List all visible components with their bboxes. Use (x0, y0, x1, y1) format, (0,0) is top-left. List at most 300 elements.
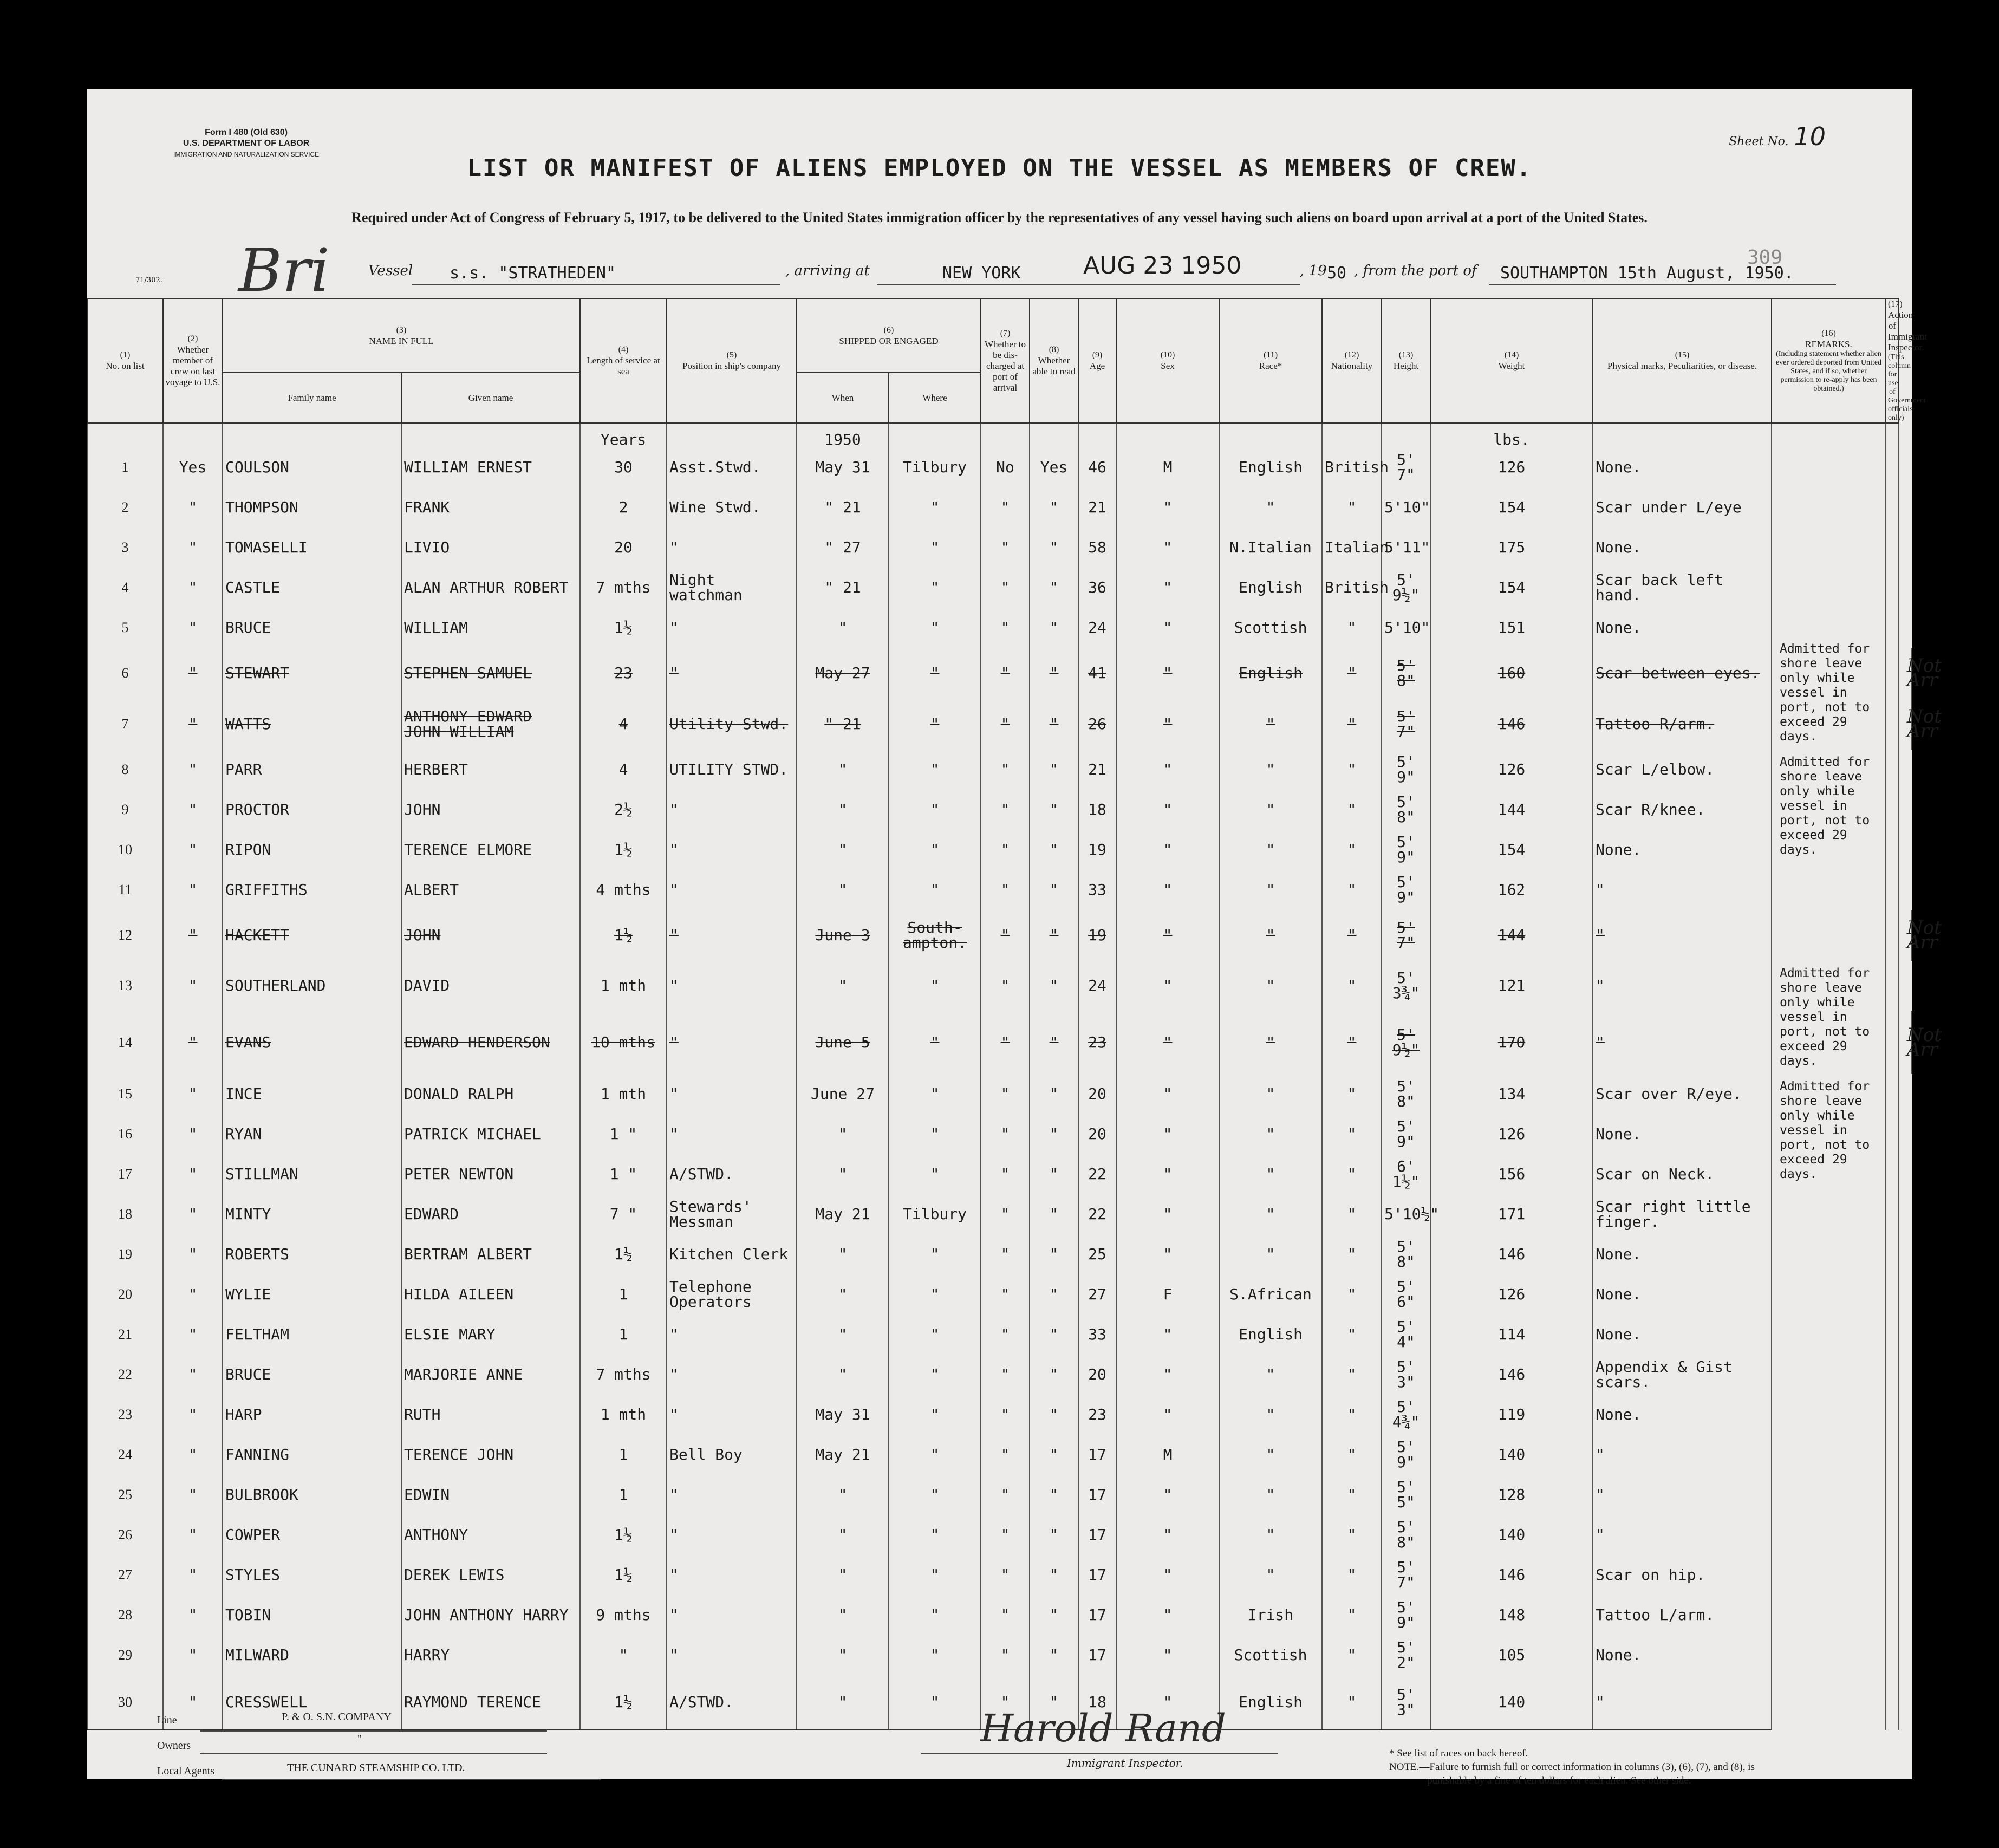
cell-voyage: " (163, 830, 223, 870)
cell-height: 5' 8" (1382, 1234, 1430, 1274)
cell-voyage: " (163, 1595, 223, 1635)
cell-age: 33 (1078, 870, 1116, 910)
cell-nationality: " (1322, 487, 1382, 528)
cell-service: 7 " (580, 1194, 667, 1234)
cell-family: HARP (223, 1395, 401, 1435)
cell-marks: " (1593, 1675, 1772, 1730)
cell-discharged: " (981, 1154, 1030, 1194)
cell-position: Bell Boy (667, 1435, 797, 1475)
cell-weight: 126 (1430, 750, 1593, 790)
cell-given: WILLIAM (401, 608, 580, 648)
cell-sex: " (1116, 528, 1219, 568)
cell-marks: " (1593, 1515, 1772, 1555)
cell-when: May 31 (797, 1395, 889, 1435)
cell-service: 4 (580, 699, 667, 750)
cell-height: 5' 9" (1382, 1595, 1430, 1635)
cell-when: June 5 (797, 1011, 889, 1074)
cell-race: " (1219, 961, 1322, 1011)
table-row (87, 1114, 1912, 1154)
cell-no: 23 (87, 1395, 163, 1435)
cell-height: 5' 9" (1382, 1114, 1430, 1154)
cell-given: ANTHONY (401, 1515, 580, 1555)
remarks-not-arrived: Not Arr (1899, 1011, 1912, 1074)
cell-service: 1½ (580, 910, 667, 961)
cell-weight: 128 (1430, 1475, 1593, 1515)
cell-family: STYLES (223, 1555, 401, 1595)
cell-read: " (1030, 750, 1078, 790)
cell-no: 2 (87, 487, 163, 528)
cell-given: JOHN (401, 790, 580, 830)
cell-given: TERENCE ELMORE (401, 830, 580, 870)
cell-weight: 156 (1430, 1154, 1593, 1194)
cell-marks: " (1593, 910, 1772, 961)
cell-height: 5'11" (1382, 528, 1430, 568)
cell-when: May 21 (797, 1194, 889, 1234)
col-sex: (10) Sex (1116, 298, 1219, 423)
cell-read: " (1030, 1234, 1078, 1274)
cell-race: " (1219, 1234, 1322, 1274)
cell-given: PATRICK MICHAEL (401, 1114, 580, 1154)
table-row (87, 699, 1912, 750)
cell-where: Tilbury (889, 447, 981, 487)
cell-no: 3 (87, 528, 163, 568)
cell-nationality: " (1322, 1114, 1382, 1154)
cell-age: 18 (1078, 1675, 1116, 1730)
cell-sex: " (1116, 1635, 1219, 1675)
cell-height: 5' 7" (1382, 910, 1430, 961)
cell-no: 13 (87, 961, 163, 1011)
col-nationality: (12) Nationality (1322, 298, 1382, 423)
cell-weight: 144 (1430, 910, 1593, 961)
cell-marks: Scar back left hand. (1593, 568, 1772, 608)
cell-height: 5' 9½" (1382, 568, 1430, 608)
cell-family: STILLMAN (223, 1154, 401, 1194)
cell-position: " (667, 1635, 797, 1675)
cell-weight: 126 (1430, 1274, 1593, 1315)
cell-voyage: " (163, 1234, 223, 1274)
cell-marks: Scar between eyes. (1593, 648, 1772, 699)
col-weight: (14) Weight (1430, 298, 1593, 423)
cell-read: " (1030, 1635, 1078, 1675)
cell-weight: 140 (1430, 1435, 1593, 1475)
races-note: * See list of races on back hereof. (1389, 1748, 1528, 1759)
fine-note-cont: punishable by a fine of ten dollars for each alien. See other side. (1427, 1775, 1691, 1786)
col-shipped: (6) SHIPPED OR ENGAGED (797, 298, 981, 373)
cell-age: 20 (1078, 1074, 1116, 1114)
cell-no: 29 (87, 1635, 163, 1675)
cell-position: " (667, 790, 797, 830)
cell-given: ALBERT (401, 870, 580, 910)
cell-when: " (797, 1555, 889, 1595)
cell-age: 22 (1078, 1194, 1116, 1234)
cell-when: " (797, 1274, 889, 1315)
cell-where: " (889, 1515, 981, 1555)
arriving-label: , arriving at (785, 263, 870, 279)
cell-position: " (667, 1114, 797, 1154)
cell-given: BERTRAM ALBERT (401, 1234, 580, 1274)
cell-read: " (1030, 910, 1078, 961)
cell-race: " (1219, 910, 1322, 961)
cell-family: ROBERTS (223, 1234, 401, 1274)
table-row (87, 1395, 1912, 1435)
cell-where: " (889, 568, 981, 608)
col-when: When (797, 373, 889, 423)
cell-service: 7 mths (580, 1355, 667, 1395)
cell-service: 2 (580, 487, 667, 528)
cell-no: 18 (87, 1194, 163, 1234)
cell-no: 5 (87, 608, 163, 648)
arrival-port: NEW YORK (942, 264, 1021, 283)
crew-table (87, 298, 1942, 1730)
cell-read: " (1030, 1435, 1078, 1475)
cell-race: English (1219, 648, 1322, 699)
cell-nationality: " (1322, 608, 1382, 648)
table-row (87, 1274, 1912, 1315)
cell-race: " (1219, 1435, 1322, 1475)
cell-marks: None. (1593, 1234, 1772, 1274)
cell-nationality: Italian (1322, 528, 1382, 568)
cell-weight: 114 (1430, 1315, 1593, 1355)
cell-weight: 146 (1430, 699, 1593, 750)
cell-height: 5' 4" (1382, 1315, 1430, 1355)
cell-nationality: " (1322, 830, 1382, 870)
cell-position: " (667, 1315, 797, 1355)
cell-when: " (797, 608, 889, 648)
cell-weight: 146 (1430, 1355, 1593, 1395)
cell-given: FRANK (401, 487, 580, 528)
cell-when: " (797, 750, 889, 790)
col-action: (17) Action of Immigrant Inspector. (This column for use of Government officials only) (1886, 298, 1899, 423)
cell-sex: " (1116, 568, 1219, 608)
cell-marks: None. (1593, 830, 1772, 870)
cell-age: 17 (1078, 1515, 1116, 1555)
cell-race: " (1219, 1011, 1322, 1074)
cell-when: " (797, 870, 889, 910)
cell-age: 41 (1078, 648, 1116, 699)
cell-sex: " (1116, 1475, 1219, 1515)
owners-label: Owners (157, 1740, 191, 1752)
cell-position: Stewards' Messman (667, 1194, 797, 1234)
cell-no: 19 (87, 1234, 163, 1274)
cell-no: 28 (87, 1595, 163, 1635)
cell-height: 5' 9" (1382, 830, 1430, 870)
cell-race: " (1219, 699, 1322, 750)
cell-discharged: " (981, 750, 1030, 790)
cell-discharged: " (981, 1635, 1030, 1675)
cell-discharged: " (981, 487, 1030, 528)
table-row (87, 608, 1912, 648)
agents-label: Local Agents (157, 1765, 215, 1777)
cell-when: " (797, 1515, 889, 1555)
cell-given: EDWARD (401, 1194, 580, 1234)
cell-marks: None. (1593, 447, 1772, 487)
cell-weight: 144 (1430, 790, 1593, 830)
cell-family: TOBIN (223, 1595, 401, 1635)
cell-sex: " (1116, 830, 1219, 870)
cell-family: FELTHAM (223, 1315, 401, 1355)
cell-marks: Scar L/elbow. (1593, 750, 1772, 790)
cell-no: 27 (87, 1555, 163, 1595)
cell-nationality: " (1322, 1234, 1382, 1274)
cell-marks: None. (1593, 1315, 1772, 1355)
cell-given: ALAN ARTHUR ROBERT (401, 568, 580, 608)
cell-voyage: " (163, 1555, 223, 1595)
cell-no: 21 (87, 1315, 163, 1355)
cell-nationality: " (1322, 648, 1382, 699)
cell-voyage: " (163, 1515, 223, 1555)
cell-where: South- ampton. (889, 910, 981, 961)
cell-nationality: " (1322, 1154, 1382, 1194)
cell-given: EDWIN (401, 1475, 580, 1515)
cell-age: 17 (1078, 1555, 1116, 1595)
cell-position: A/STWD. (667, 1675, 797, 1730)
cell-marks: Tattoo L/arm. (1593, 1595, 1772, 1635)
cell-family: RIPON (223, 830, 401, 870)
cell-height: 5'10" (1382, 608, 1430, 648)
cell-sex: F (1116, 1274, 1219, 1315)
cell-sex: " (1116, 699, 1219, 750)
cell-given: DEREK LEWIS (401, 1555, 580, 1595)
cell-voyage: " (163, 1435, 223, 1475)
table-row (87, 568, 1912, 608)
cell-when: June 3 (797, 910, 889, 961)
cell-read: " (1030, 1475, 1078, 1515)
cell-when: May 21 (797, 1435, 889, 1475)
cell-voyage: " (163, 1074, 223, 1114)
cell-position: " (667, 528, 797, 568)
cell-no: 9 (87, 790, 163, 830)
remarks-shore-leave: Admitted for shore leave only while vessel in port, not to exceed 29 days. (1772, 1074, 1886, 1730)
cell-voyage: " (163, 699, 223, 750)
cell-race: " (1219, 1154, 1322, 1194)
inspector-label: Immigrant Inspector. (1067, 1756, 1183, 1769)
cell-sex: " (1116, 608, 1219, 648)
cell-height: 5' 2" (1382, 1635, 1430, 1675)
cell-height: 5' 9" (1382, 870, 1430, 910)
cell-voyage: Yes (163, 447, 223, 487)
cell-given: HERBERT (401, 750, 580, 790)
cell-where: " (889, 1355, 981, 1395)
cell-read: Yes (1030, 447, 1078, 487)
cell-no: 8 (87, 750, 163, 790)
cell-position: Asst.Stwd. (667, 447, 797, 487)
cell-race: " (1219, 790, 1322, 830)
cell-weight: 126 (1430, 1114, 1593, 1154)
table-row (87, 1595, 1912, 1635)
cell-no: 24 (87, 1435, 163, 1475)
table-row (87, 1475, 1912, 1515)
cell-age: 19 (1078, 830, 1116, 870)
col-age: (9) Age (1078, 298, 1116, 423)
cell-family: STEWART (223, 648, 401, 699)
cell-race: " (1219, 1114, 1322, 1154)
cell-no: 20 (87, 1274, 163, 1315)
cell-where: " (889, 1114, 981, 1154)
cell-voyage: " (163, 1635, 223, 1675)
cell-height: 5' 9" (1382, 1435, 1430, 1475)
cell-nationality: " (1322, 961, 1382, 1011)
table-row (87, 447, 1912, 487)
cell-when: May 27 (797, 648, 889, 699)
cell-age: 17 (1078, 1435, 1116, 1475)
cell-race: English (1219, 568, 1322, 608)
col-position: (5) Position in ship's company (667, 298, 797, 423)
cell-weight: 154 (1430, 568, 1593, 608)
cell-weight: 140 (1430, 1515, 1593, 1555)
cell-position: Night watchman (667, 568, 797, 608)
cell-given: JOHN (401, 910, 580, 961)
cell-read: " (1030, 1194, 1078, 1234)
cell-voyage: " (163, 1355, 223, 1395)
cell-service: 1 mth (580, 1395, 667, 1435)
cell-when: " 21 (797, 487, 889, 528)
cell-read: " (1030, 1595, 1078, 1635)
cell-when: " (797, 1234, 889, 1274)
cell-read: " (1030, 608, 1078, 648)
cell-race: " (1219, 1515, 1322, 1555)
cell-given: EDWARD HENDERSON (401, 1011, 580, 1074)
cell-read: " (1030, 568, 1078, 608)
cell-service: 1½ (580, 830, 667, 870)
cell-read: " (1030, 1515, 1078, 1555)
cell-position: " (667, 608, 797, 648)
cell-voyage: " (163, 961, 223, 1011)
cell-age: 25 (1078, 1234, 1116, 1274)
cell-family: HACKETT (223, 910, 401, 961)
cell-race: " (1219, 1194, 1322, 1234)
cell-no: 14 (87, 1011, 163, 1074)
cell-weight: 170 (1430, 1011, 1593, 1074)
cell-age: 18 (1078, 790, 1116, 830)
cell-age: 23 (1078, 1011, 1116, 1074)
col-where: Where (889, 373, 981, 423)
cell-position: " (667, 648, 797, 699)
cell-family: PROCTOR (223, 790, 401, 830)
cell-sex: " (1116, 910, 1219, 961)
table-row (87, 750, 1912, 790)
cell-nationality: " (1322, 1635, 1382, 1675)
cell-marks: None. (1593, 1635, 1772, 1675)
cell-height: 5' 8" (1382, 790, 1430, 830)
table-row (87, 487, 1912, 528)
cell-race: " (1219, 1395, 1322, 1435)
cell-service: 1 (580, 1475, 667, 1515)
cell-weight: 154 (1430, 487, 1593, 528)
cell-race: " (1219, 830, 1322, 870)
cell-family: MILWARD (223, 1635, 401, 1675)
cell-family: WYLIE (223, 1274, 401, 1315)
cell-where: " (889, 1635, 981, 1675)
sheet-number (1729, 122, 1826, 151)
cell-height: 5' 8" (1382, 648, 1430, 699)
table-row (87, 1011, 1912, 1074)
cell-age: 19 (1078, 910, 1116, 961)
cell-when: " (797, 1355, 889, 1395)
cell-voyage: " (163, 1475, 223, 1515)
cell-age: 23 (1078, 1395, 1116, 1435)
from-label: , from the port of (1354, 263, 1477, 279)
cell-nationality: " (1322, 1675, 1382, 1730)
cell-sex: " (1116, 750, 1219, 790)
cell-discharged: No (981, 447, 1030, 487)
cell-discharged: " (981, 568, 1030, 608)
cell-given: WILLIAM ERNEST (401, 447, 580, 487)
cell-given: LIVIO (401, 528, 580, 568)
cell-family: THOMPSON (223, 487, 401, 528)
cell-nationality: " (1322, 1274, 1382, 1315)
cell-height: 5' 5" (1382, 1475, 1430, 1515)
remarks-shore-leave: Admitted for shore leave only while vessel in port, not to exceed 29 days. (1772, 750, 1886, 961)
sheet-number-label: Sheet No. (1729, 135, 1789, 148)
cell-where: " (889, 790, 981, 830)
cell-given: JOHN ANTHONY HARRY (401, 1595, 580, 1635)
line-value: P. & O. S.N. COMPANY (282, 1711, 392, 1723)
handwritten-mark: Bri (238, 236, 330, 305)
cell-when: " 21 (797, 699, 889, 750)
cell-race: English (1219, 447, 1322, 487)
cell-where: " (889, 528, 981, 568)
cell-race: " (1219, 1355, 1322, 1395)
cell-read: " (1030, 1315, 1078, 1355)
cell-marks: None. (1593, 1395, 1772, 1435)
cell-height: 5' 7" (1382, 699, 1430, 750)
cell-when: " (797, 1475, 889, 1515)
cell-where: " (889, 750, 981, 790)
cell-sex: " (1116, 1114, 1219, 1154)
table-row (87, 1074, 1912, 1114)
cell-age: 17 (1078, 1475, 1116, 1515)
col-discharged: (7) Whether to be dis-charged at port of arrival (981, 298, 1030, 423)
cell-sex: " (1116, 1675, 1219, 1730)
cell-position: Wine Stwd. (667, 487, 797, 528)
cell-age: 33 (1078, 1315, 1116, 1355)
remarks-not-arrived: Not Arr (1899, 648, 1912, 699)
table-row (87, 528, 1912, 568)
cell-given: RAYMOND TERENCE (401, 1675, 580, 1730)
table-row (87, 1355, 1912, 1395)
cell-position: Utility Stwd. (667, 699, 797, 750)
cell-read: " (1030, 648, 1078, 699)
cell-where: " (889, 1435, 981, 1475)
remarks-not-arrived: Not Arr (1899, 699, 1912, 750)
cell-discharged: " (981, 870, 1030, 910)
cell-discharged: " (981, 1074, 1030, 1114)
column-header-row (87, 298, 1912, 373)
cell-nationality: " (1322, 910, 1382, 961)
cell-read: " (1030, 1555, 1078, 1595)
cell-read: " (1030, 790, 1078, 830)
cell-age: 17 (1078, 1595, 1116, 1635)
cell-age: 21 (1078, 487, 1116, 528)
cell-sex: M (1116, 1435, 1219, 1475)
cell-voyage: " (163, 750, 223, 790)
cell-position: " (667, 910, 797, 961)
cell-given: RUTH (401, 1395, 580, 1435)
cell-height: 5' 7" (1382, 1555, 1430, 1595)
cell-sex: " (1116, 1395, 1219, 1435)
cell-age: 20 (1078, 1114, 1116, 1154)
cell-nationality: " (1322, 1011, 1382, 1074)
cell-voyage: " (163, 608, 223, 648)
date-stamp: AUG 23 1950 (1083, 252, 1242, 279)
cell-no: 25 (87, 1475, 163, 1515)
cell-weight: 134 (1430, 1074, 1593, 1114)
cell-sex: " (1116, 648, 1219, 699)
cell-voyage: " (163, 528, 223, 568)
cell-weight: 119 (1430, 1395, 1593, 1435)
cell-family: MINTY (223, 1194, 401, 1234)
cell-marks: Scar under L/eye (1593, 487, 1772, 528)
